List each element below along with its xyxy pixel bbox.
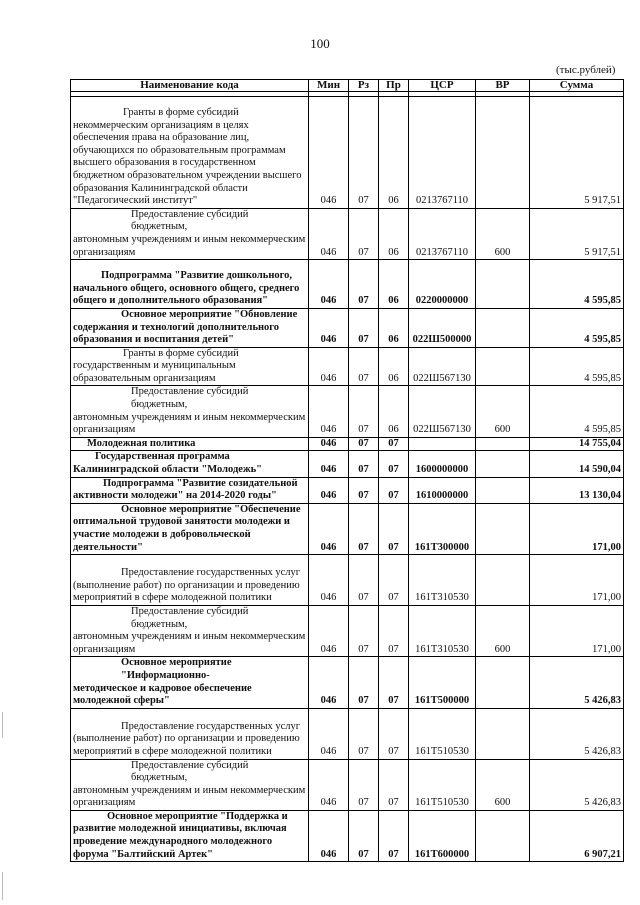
row-name-line: Подпрограмма "Развитие дошкольного,: [101, 270, 293, 282]
row-name: [71, 347, 309, 386]
row-csr: 022Ш500000: [409, 308, 476, 347]
row-vr: [476, 657, 530, 708]
header-csr: ЦСР: [409, 80, 476, 92]
row-name: [71, 503, 309, 554]
row-vr: 600: [476, 605, 530, 656]
row-pr: 07: [379, 810, 409, 861]
row-name-line: содержания и технологий дополнительного: [73, 321, 280, 333]
row-name-line: оптимальной трудовой занятости молодежи и: [73, 516, 290, 528]
row-name: [71, 260, 309, 309]
row-name: [71, 437, 309, 451]
row-vr: [476, 308, 530, 347]
row-csr: 0213767110: [409, 97, 476, 209]
scan-edge-mark: [2, 872, 3, 900]
table-row: [71, 97, 624, 209]
row-rz: 07: [349, 451, 379, 477]
row-name-line: автономным учреждениям и иным некоммерческим: [73, 631, 306, 643]
row-name: [71, 208, 309, 259]
row-sum: 14 755,04: [530, 437, 624, 451]
row-rz: 07: [349, 97, 379, 209]
table-row: [71, 605, 624, 656]
row-rz: 07: [349, 260, 379, 309]
row-name-line: обучающихся по образовательным программам: [73, 144, 286, 156]
row-min: 046: [309, 555, 349, 606]
row-name: [71, 657, 309, 708]
row-name: [71, 810, 309, 861]
row-sum: 171,00: [530, 555, 624, 606]
table-row: [71, 386, 624, 437]
row-name-line: Основное мероприятие "Поддержка и: [107, 810, 288, 822]
row-sum: 5 426,83: [530, 759, 624, 810]
table-header-row: [71, 80, 624, 92]
table-row: [71, 657, 624, 708]
row-csr: 161Т500000: [409, 657, 476, 708]
row-min: 046: [309, 810, 349, 861]
table-row: [71, 503, 624, 554]
row-pr: 06: [379, 260, 409, 309]
row-name-line: высшего образования в государственном: [73, 157, 256, 169]
row-name: [71, 759, 309, 810]
row-csr: 161Т310530: [409, 555, 476, 606]
row-name-line: мероприятий в сфере молодежной политики: [73, 592, 272, 604]
row-rz: 07: [349, 437, 379, 451]
row-name-line: начального общего, основного общего, среднего: [73, 282, 300, 294]
row-name-line: Гранты в форме субсидий: [123, 347, 239, 359]
row-csr: 161Т300000: [409, 503, 476, 554]
row-rz: 07: [349, 503, 379, 554]
row-vr: 600: [476, 386, 530, 437]
row-min: 046: [309, 503, 349, 554]
row-sum: 4 595,85: [530, 308, 624, 347]
row-name-line: развитие молодежной инициативы, включая: [73, 823, 287, 835]
row-name-line: (выполнение работ) по организации и проведению: [73, 579, 300, 591]
row-vr: [476, 503, 530, 554]
page-number: 100: [310, 36, 330, 51]
table-body: [71, 97, 624, 862]
table-row: [71, 260, 624, 309]
row-name-line: Предоставление государственных услуг: [121, 567, 301, 579]
row-rz: 07: [349, 810, 379, 861]
row-csr: [409, 437, 476, 451]
row-min: 046: [309, 451, 349, 477]
budget-table: [70, 79, 624, 862]
row-vr: [476, 451, 530, 477]
row-name: [71, 555, 309, 606]
row-sum: 4 595,85: [530, 347, 624, 386]
row-min: 046: [309, 347, 349, 386]
row-name-line: Молодежная политика: [87, 437, 196, 449]
row-pr: 07: [379, 503, 409, 554]
row-vr: [476, 347, 530, 386]
row-pr: 07: [379, 657, 409, 708]
row-vr: 600: [476, 208, 530, 259]
row-name-line: форума "Балтийский Артек": [73, 848, 213, 860]
row-name-line: обеспечения права на образование лиц,: [73, 132, 250, 144]
row-name-line: автономным учреждениям и иным некоммерческим: [73, 233, 306, 245]
row-min: 046: [309, 477, 349, 503]
row-name-line: образования и воспитания детей": [73, 334, 234, 346]
row-name-line: организациям: [73, 246, 136, 258]
header-pr: Пр: [379, 80, 409, 92]
row-name-line: образовательным организациям: [73, 372, 216, 384]
row-name: [71, 308, 309, 347]
row-min: 046: [309, 759, 349, 810]
row-rz: 07: [349, 308, 379, 347]
row-name-line: организациям: [73, 797, 136, 809]
header-vr: ВР: [476, 80, 530, 92]
row-vr: [476, 437, 530, 451]
row-sum: 171,00: [530, 605, 624, 656]
row-csr: 161Т310530: [409, 605, 476, 656]
table-row: [71, 451, 624, 477]
row-name-line: Гранты в форме субсидий: [123, 107, 239, 118]
row-pr: 07: [379, 555, 409, 606]
table-row: [71, 810, 624, 861]
row-pr: 07: [379, 477, 409, 503]
row-rz: 07: [349, 347, 379, 386]
row-min: 046: [309, 97, 349, 209]
row-min: 046: [309, 605, 349, 656]
row-name-line: Предоставление субсидий бюджетным,: [131, 605, 249, 630]
row-rz: 07: [349, 759, 379, 810]
header-rz: Рз: [349, 80, 379, 92]
row-vr: [476, 555, 530, 606]
row-sum: 13 130,04: [530, 477, 624, 503]
row-name-line: Предоставление государственных услуг: [121, 720, 301, 732]
row-pr: 07: [379, 605, 409, 656]
row-name-line: Подпрограмма "Развитие созидательной: [103, 477, 298, 489]
row-sum: 5 426,83: [530, 657, 624, 708]
row-csr: 022Ш567130: [409, 347, 476, 386]
row-rz: 07: [349, 386, 379, 437]
table-row: [71, 555, 624, 606]
row-rz: 07: [349, 555, 379, 606]
row-min: 046: [309, 208, 349, 259]
table-row: [71, 708, 624, 759]
row-rz: 07: [349, 657, 379, 708]
row-name-line: Основное мероприятие "Обновление: [121, 308, 298, 320]
row-min: 046: [309, 437, 349, 451]
row-sum: 4 595,85: [530, 260, 624, 309]
row-sum: 171,00: [530, 503, 624, 554]
row-sum: 5 917,51: [530, 97, 624, 209]
row-rz: 07: [349, 605, 379, 656]
row-name-line: бюджетном образовательном учреждении высшего: [73, 169, 302, 181]
row-name: [71, 477, 309, 503]
units-note: (тыс.рублей): [556, 64, 616, 76]
row-pr: 06: [379, 208, 409, 259]
row-name-line: деятельности": [73, 541, 143, 553]
row-name-line: мероприятий в сфере молодежной политики: [73, 745, 272, 757]
row-csr: 022Ш567130: [409, 386, 476, 437]
row-csr: 0213767110: [409, 208, 476, 259]
row-name-line: государственным и муниципальным: [73, 360, 236, 372]
row-min: 046: [309, 308, 349, 347]
scan-edge-mark: [2, 712, 3, 738]
row-name-line: организациям: [73, 424, 136, 436]
row-pr: 07: [379, 759, 409, 810]
row-sum: 5 917,51: [530, 208, 624, 259]
row-name-line: автономным учреждениям и иным некоммерческим: [73, 411, 306, 423]
row-name: [71, 97, 309, 209]
row-csr: 1610000000: [409, 477, 476, 503]
row-name-line: молодежной сферы": [73, 695, 170, 707]
row-name-line: Предоставление субсидий бюджетным,: [131, 759, 249, 784]
row-name-line: Основное мероприятие "Информационно-: [121, 657, 232, 681]
table-row: [71, 208, 624, 259]
row-name-line: "Педагогический институт": [73, 195, 198, 207]
row-name: [71, 386, 309, 437]
row-name-line: автономным учреждениям и иным некоммерческим: [73, 784, 306, 796]
row-name-line: Предоставление субсидий бюджетным,: [131, 386, 249, 411]
row-rz: 07: [349, 477, 379, 503]
row-pr: 07: [379, 708, 409, 759]
row-name-line: (выполнение работ) по организации и проведению: [73, 733, 300, 745]
row-name: [71, 708, 309, 759]
row-name-line: организациям: [73, 643, 136, 655]
table-row: [71, 759, 624, 810]
row-csr: 0220000000: [409, 260, 476, 309]
row-name-line: Основное мероприятие "Обеспечение: [121, 503, 301, 515]
row-name-line: образования Калининградской области: [73, 182, 248, 194]
row-name-line: участие молодежи в добровольческой: [73, 529, 251, 540]
row-vr: [476, 810, 530, 861]
row-name-line: общего и дополнительного образования": [73, 295, 269, 307]
row-csr: 161Т510530: [409, 759, 476, 810]
row-name-line: активности молодежи" на 2014-2020 годы": [73, 490, 277, 502]
row-rz: 07: [349, 208, 379, 259]
table-row: [71, 347, 624, 386]
row-name-line: Предоставление субсидий бюджетным,: [131, 208, 249, 233]
row-pr: 06: [379, 97, 409, 209]
row-vr: [476, 477, 530, 503]
row-name: [71, 605, 309, 656]
row-sum: 5 426,83: [530, 708, 624, 759]
row-csr: 161Т510530: [409, 708, 476, 759]
row-name-line: проведение международного молодежного: [73, 836, 273, 848]
row-vr: [476, 97, 530, 209]
row-name-line: Калининградской области "Молодежь": [73, 464, 262, 476]
row-pr: 07: [379, 451, 409, 477]
row-sum: 6 907,21: [530, 810, 624, 861]
header-min: Мин: [309, 80, 349, 92]
row-vr: [476, 708, 530, 759]
row-pr: 06: [379, 347, 409, 386]
table-row: [71, 437, 624, 451]
row-name-line: некоммерческим организациям в целях: [73, 119, 249, 131]
row-name-line: методическое и кадровое обеспечение: [73, 682, 252, 694]
header-name: Наименование кода: [71, 80, 309, 92]
row-sum: 4 595,85: [530, 386, 624, 437]
row-csr: 1600000000: [409, 451, 476, 477]
row-vr: 600: [476, 759, 530, 810]
table-row: [71, 477, 624, 503]
row-pr: 06: [379, 308, 409, 347]
row-rz: 07: [349, 708, 379, 759]
row-min: 046: [309, 657, 349, 708]
row-name: [71, 451, 309, 477]
row-name-line: Государственная программа: [95, 451, 230, 463]
table-row: [71, 308, 624, 347]
row-min: 046: [309, 260, 349, 309]
row-pr: 07: [379, 437, 409, 451]
row-min: 046: [309, 708, 349, 759]
row-sum: 14 590,04: [530, 451, 624, 477]
row-vr: [476, 260, 530, 309]
row-csr: 161Т600000: [409, 810, 476, 861]
row-min: 046: [309, 386, 349, 437]
header-sum: Сумма: [530, 80, 624, 92]
row-pr: 06: [379, 386, 409, 437]
